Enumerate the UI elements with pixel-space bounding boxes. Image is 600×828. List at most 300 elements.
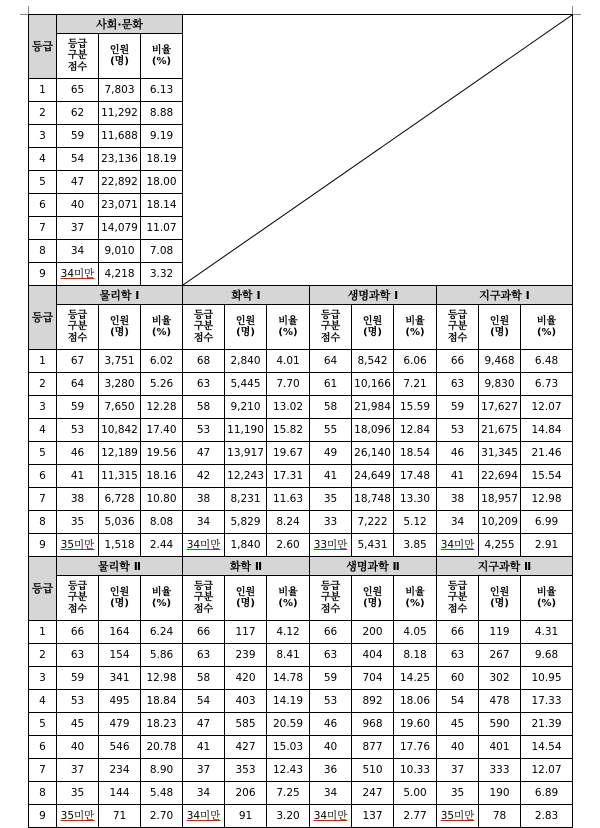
score-cell: 34 [57, 240, 99, 263]
score-cell-text: 35미만 [60, 538, 95, 551]
score-cell: 38 [183, 488, 225, 511]
people-cell: 585 [225, 713, 267, 736]
ratio-cell: 13.02 [267, 396, 310, 419]
ratio-col-header [267, 576, 310, 621]
score-cell: 59 [437, 396, 479, 419]
grade-cell: 3 [29, 396, 57, 419]
people-cell: 11,292 [99, 102, 141, 125]
people-cell: 6,728 [99, 488, 141, 511]
people-col-header [479, 305, 521, 350]
score-col-header-line: 점수 [67, 332, 88, 344]
ratio-cell: 5.00 [394, 782, 437, 805]
people-col-header [352, 305, 394, 350]
score-cell: 58 [183, 667, 225, 690]
people-cell: 26,140 [352, 442, 394, 465]
ratio-cell: 6.24 [141, 621, 183, 644]
people-cell: 14,079 [99, 217, 141, 240]
people-cell: 22,892 [99, 171, 141, 194]
ratio-cell: 12.07 [521, 396, 573, 419]
grade-cell: 8 [29, 782, 57, 805]
ratio-col-header [267, 305, 310, 350]
ratio-cell: 20.59 [267, 713, 310, 736]
people-col-header-line: 인원 [489, 586, 510, 598]
table-row [29, 782, 573, 805]
score-cell: 37 [57, 217, 99, 240]
people-cell: 22,694 [479, 465, 521, 488]
score-cell: 40 [310, 736, 352, 759]
score-cell: 36 [310, 759, 352, 782]
people-col-header [352, 576, 394, 621]
ratio-col-header-line: (%) [278, 327, 298, 338]
subject-header: 지구과학 I [437, 286, 573, 305]
people-cell: 10,166 [352, 373, 394, 396]
ratio-cell: 3.20 [267, 805, 310, 828]
score-col-header [57, 34, 99, 79]
ratio-cell: 5.48 [141, 782, 183, 805]
score-cell: 46 [310, 713, 352, 736]
ratio-cell: 7.25 [267, 782, 310, 805]
grade-cell: 1 [29, 79, 57, 102]
score-col-header [57, 305, 99, 350]
score-cell: 58 [310, 396, 352, 419]
ratio-cell: 11.63 [267, 488, 310, 511]
score-cell: 35 [57, 782, 99, 805]
ratio-col-header-line: (%) [405, 598, 425, 609]
ratio-cell: 7.21 [394, 373, 437, 396]
grade-cell: 2 [29, 644, 57, 667]
score-cell: 54 [183, 690, 225, 713]
grade-cell: 5 [29, 713, 57, 736]
people-cell: 11,190 [225, 419, 267, 442]
subject-header: 물리학 Ⅱ [57, 557, 183, 576]
ratio-col-header-line: 비율 [151, 315, 172, 327]
ratio-cell: 2.83 [521, 805, 573, 828]
score-cell: 53 [57, 690, 99, 713]
ratio-col-header-line: (%) [151, 327, 172, 338]
score-cell: 64 [310, 350, 352, 373]
grade-header: 등급 [29, 557, 57, 621]
people-cell: 3,751 [99, 350, 141, 373]
score-cell: 46 [437, 442, 479, 465]
grade-cell: 3 [29, 125, 57, 148]
table-row [29, 621, 573, 644]
ratio-cell: 8.08 [141, 511, 183, 534]
people-cell: 13,917 [225, 442, 267, 465]
ratio-col-header-line: 비율 [405, 315, 425, 327]
ratio-cell: 12.98 [141, 667, 183, 690]
people-cell: 10,209 [479, 511, 521, 534]
ratio-cell: 17.31 [267, 465, 310, 488]
score-col-header-line: 점수 [67, 603, 88, 615]
people-col-header-line: 인원 [362, 586, 383, 598]
score-cell: 59 [57, 667, 99, 690]
ratio-col-header-line: 비율 [278, 315, 298, 327]
diagonal-line [183, 15, 572, 285]
score-col-header-line: 구분 [320, 592, 341, 604]
score-cell [437, 805, 479, 828]
score-cell [57, 263, 99, 286]
people-cell: 206 [225, 782, 267, 805]
people-col-header-line: (명) [236, 327, 255, 338]
score-cell: 41 [310, 465, 352, 488]
ratio-cell: 6.06 [394, 350, 437, 373]
people-cell: 154 [99, 644, 141, 667]
score-cell: 33 [310, 511, 352, 534]
score-cell: 42 [183, 465, 225, 488]
people-cell: 164 [99, 621, 141, 644]
score-cell: 38 [437, 488, 479, 511]
score-cell [183, 805, 225, 828]
people-col-header [99, 305, 141, 350]
ratio-cell: 2.77 [394, 805, 437, 828]
grade-header: 등급 [29, 286, 57, 350]
score-cell: 58 [183, 396, 225, 419]
people-cell: 78 [479, 805, 521, 828]
score-col-header-line: 구분 [320, 321, 341, 333]
score-cell: 45 [437, 713, 479, 736]
score-col-header-line: 점수 [320, 332, 341, 344]
grade-cell: 1 [29, 350, 57, 373]
grade-cell: 4 [29, 148, 57, 171]
ratio-col-header [521, 576, 573, 621]
people-cell: 18,957 [479, 488, 521, 511]
ratio-cell: 15.59 [394, 396, 437, 419]
ratio-cell: 9.19 [141, 125, 183, 148]
score-cell: 35 [437, 782, 479, 805]
score-cell-text: 33미만 [313, 538, 348, 551]
ratio-cell: 2.91 [521, 534, 573, 557]
ratio-cell: 10.33 [394, 759, 437, 782]
ratio-cell: 7.70 [267, 373, 310, 396]
ratio-cell: 20.78 [141, 736, 183, 759]
score-col-header-line: 등급 [67, 580, 88, 592]
grade-cell: 4 [29, 419, 57, 442]
score-cell: 63 [437, 373, 479, 396]
people-cell: 18,748 [352, 488, 394, 511]
people-cell: 590 [479, 713, 521, 736]
ratio-cell: 2.70 [141, 805, 183, 828]
people-cell: 12,243 [225, 465, 267, 488]
ratio-cell: 13.30 [394, 488, 437, 511]
ratio-col-header-line: (%) [151, 598, 172, 609]
score-col-header-line: 점수 [447, 332, 468, 344]
table-row [29, 350, 573, 373]
ratio-cell: 4.31 [521, 621, 573, 644]
ratio-cell: 12.98 [521, 488, 573, 511]
ratio-cell: 8.90 [141, 759, 183, 782]
people-col-header [99, 34, 141, 79]
ratio-col-header-line: 비율 [151, 44, 172, 56]
grade-cell: 5 [29, 442, 57, 465]
score-cell: 53 [183, 419, 225, 442]
grade-cell: 2 [29, 102, 57, 125]
grade-header: 등급 [29, 15, 57, 79]
score-col-header-line: 등급 [447, 580, 468, 592]
grade-cell: 8 [29, 240, 57, 263]
score-cell: 37 [57, 759, 99, 782]
score-col-header [183, 305, 225, 350]
score-cell: 66 [310, 621, 352, 644]
table-row [29, 759, 573, 782]
people-cell: 5,431 [352, 534, 394, 557]
score-cell: 54 [57, 148, 99, 171]
people-cell: 8,231 [225, 488, 267, 511]
score-cell-text: 35미만 [60, 809, 95, 822]
ratio-cell: 14.78 [267, 667, 310, 690]
people-cell: 7,650 [99, 396, 141, 419]
people-cell: 7,222 [352, 511, 394, 534]
score-cell: 59 [310, 667, 352, 690]
score-col-header-line: 점수 [193, 603, 214, 615]
people-col-header-line: (명) [110, 56, 129, 67]
score-col-header-line: 등급 [67, 309, 88, 321]
score-cell: 46 [57, 442, 99, 465]
ratio-cell: 12.84 [394, 419, 437, 442]
grade-cell: 7 [29, 217, 57, 240]
ratio-col-header-line: 비율 [536, 586, 557, 598]
people-cell: 31,345 [479, 442, 521, 465]
score-cell [437, 534, 479, 557]
people-cell: 119 [479, 621, 521, 644]
score-cell: 66 [437, 621, 479, 644]
score-cell: 40 [57, 194, 99, 217]
ratio-cell: 6.02 [141, 350, 183, 373]
ratio-cell: 17.76 [394, 736, 437, 759]
people-cell: 71 [99, 805, 141, 828]
ratio-cell: 10.80 [141, 488, 183, 511]
score-cell: 66 [437, 350, 479, 373]
people-cell: 404 [352, 644, 394, 667]
score-cell: 62 [57, 102, 99, 125]
score-col-header-line: 등급 [447, 309, 468, 321]
ratio-cell: 8.41 [267, 644, 310, 667]
people-cell: 7,803 [99, 79, 141, 102]
people-cell: 333 [479, 759, 521, 782]
score-cell: 37 [437, 759, 479, 782]
ratio-cell: 12.43 [267, 759, 310, 782]
score-cell: 67 [57, 350, 99, 373]
ratio-col-header-line: 비율 [405, 586, 425, 598]
ratio-cell: 12.07 [521, 759, 573, 782]
score-col-header [437, 305, 479, 350]
score-cell: 55 [310, 419, 352, 442]
people-cell: 892 [352, 690, 394, 713]
people-col-header-line: 인원 [109, 315, 130, 327]
ratio-cell: 5.12 [394, 511, 437, 534]
people-col-header-line: 인원 [362, 315, 383, 327]
ratio-cell: 15.82 [267, 419, 310, 442]
table-row [29, 488, 573, 511]
ratio-cell: 3.32 [141, 263, 183, 286]
ratio-col-header-line: 비율 [536, 315, 557, 327]
empty-diagonal-cell [183, 15, 573, 286]
table-row [29, 713, 573, 736]
people-cell: 239 [225, 644, 267, 667]
score-cell: 53 [437, 419, 479, 442]
ratio-col-header-line: (%) [536, 327, 557, 338]
subject-header: 사회·문화 [57, 15, 183, 34]
people-cell: 420 [225, 667, 267, 690]
score-cell: 65 [57, 79, 99, 102]
grade-cell: 1 [29, 621, 57, 644]
score-cell: 47 [57, 171, 99, 194]
score-cell: 49 [310, 442, 352, 465]
ratio-cell: 5.86 [141, 644, 183, 667]
score-cell: 47 [183, 713, 225, 736]
people-cell: 495 [99, 690, 141, 713]
people-col-header [99, 576, 141, 621]
table-row [29, 373, 573, 396]
ratio-cell: 7.08 [141, 240, 183, 263]
people-col-header [479, 576, 521, 621]
ratio-cell: 17.33 [521, 690, 573, 713]
grade-cell: 6 [29, 736, 57, 759]
ratio-cell: 18.54 [394, 442, 437, 465]
ratio-cell: 18.16 [141, 465, 183, 488]
score-cell: 41 [183, 736, 225, 759]
subject-header: 화학 I [183, 286, 310, 305]
table-row [29, 805, 573, 828]
ratio-col-header-line: (%) [536, 598, 557, 609]
score-cell: 54 [437, 690, 479, 713]
ratio-cell: 5.26 [141, 373, 183, 396]
score-col-header [310, 305, 352, 350]
ratio-cell: 18.19 [141, 148, 183, 171]
people-col-header-line: 인원 [235, 315, 256, 327]
people-col-header [225, 576, 267, 621]
subject-header: 지구과학 Ⅱ [437, 557, 573, 576]
ratio-cell: 3.85 [394, 534, 437, 557]
score-cell: 45 [57, 713, 99, 736]
people-col-header-line: (명) [236, 598, 255, 609]
score-cell: 34 [437, 511, 479, 534]
people-cell: 21,675 [479, 419, 521, 442]
ratio-col-header-line: 비율 [278, 586, 298, 598]
people-cell: 190 [479, 782, 521, 805]
people-cell: 5,036 [99, 511, 141, 534]
score-col-header-line: 점수 [67, 61, 88, 73]
table-row [29, 644, 573, 667]
table-row [29, 396, 573, 419]
table-row [29, 419, 573, 442]
ratio-col-header-line: (%) [278, 598, 298, 609]
subject-header: 물리학 I [57, 286, 183, 305]
people-col-header-line: 인원 [109, 586, 130, 598]
score-cell: 59 [57, 125, 99, 148]
people-col-header-line: (명) [110, 327, 129, 338]
score-col-header-line: 점수 [447, 603, 468, 615]
score-cell: 53 [310, 690, 352, 713]
score-cell: 59 [57, 396, 99, 419]
ratio-cell: 21.39 [521, 713, 573, 736]
score-col-header [310, 576, 352, 621]
table-row [29, 667, 573, 690]
table-row [29, 534, 573, 557]
score-col-header-line: 등급 [320, 580, 341, 592]
people-cell: 341 [99, 667, 141, 690]
ratio-cell: 18.14 [141, 194, 183, 217]
ratio-cell: 10.95 [521, 667, 573, 690]
ratio-cell: 19.60 [394, 713, 437, 736]
score-cell: 63 [183, 644, 225, 667]
people-cell: 302 [479, 667, 521, 690]
ratio-col-header [141, 34, 183, 79]
ratio-cell: 2.44 [141, 534, 183, 557]
ratio-cell: 8.88 [141, 102, 183, 125]
score-cell-text: 34미만 [186, 538, 221, 551]
ratio-col-header [394, 576, 437, 621]
score-cell: 68 [183, 350, 225, 373]
people-cell: 479 [99, 713, 141, 736]
score-col-header-line: 등급 [193, 580, 214, 592]
ratio-cell: 12.28 [141, 396, 183, 419]
grade-cell: 3 [29, 667, 57, 690]
ratio-cell: 18.00 [141, 171, 183, 194]
score-col-header-line: 등급 [67, 38, 88, 50]
score-cell: 37 [183, 759, 225, 782]
people-cell: 137 [352, 805, 394, 828]
ratio-cell: 4.05 [394, 621, 437, 644]
people-cell: 704 [352, 667, 394, 690]
ratio-col-header [521, 305, 573, 350]
ratio-cell: 17.40 [141, 419, 183, 442]
grade-cell: 8 [29, 511, 57, 534]
people-col-header-line: (명) [363, 598, 382, 609]
people-cell: 17,627 [479, 396, 521, 419]
score-col-header [437, 576, 479, 621]
score-cell: 34 [183, 782, 225, 805]
score-cell [310, 534, 352, 557]
table-row [29, 465, 573, 488]
grade-cell: 9 [29, 534, 57, 557]
score-cell: 34 [310, 782, 352, 805]
people-cell: 11,688 [99, 125, 141, 148]
grade-cell: 7 [29, 488, 57, 511]
people-cell: 3,280 [99, 373, 141, 396]
ratio-cell: 15.03 [267, 736, 310, 759]
ratio-cell: 18.84 [141, 690, 183, 713]
people-cell: 5,445 [225, 373, 267, 396]
score-col-header-line: 구분 [447, 592, 468, 604]
table-row [29, 736, 573, 759]
grade-cell: 6 [29, 465, 57, 488]
score-col-header [183, 576, 225, 621]
subject-header: 생명과학 I [310, 286, 437, 305]
ratio-col-header-line: (%) [151, 56, 172, 67]
score-col-header-line: 점수 [320, 603, 341, 615]
score-cell-text: 34미만 [313, 809, 348, 822]
people-col-header-line: (명) [110, 598, 129, 609]
ratio-cell: 4.01 [267, 350, 310, 373]
ratio-cell: 8.18 [394, 644, 437, 667]
ratio-cell: 8.24 [267, 511, 310, 534]
score-col-header-line: 구분 [193, 321, 214, 333]
people-col-header-line: (명) [490, 327, 509, 338]
score-col-header-line: 구분 [67, 50, 88, 62]
people-cell: 24,649 [352, 465, 394, 488]
people-cell: 9,010 [99, 240, 141, 263]
ratio-cell: 6.99 [521, 511, 573, 534]
grade-cell: 6 [29, 194, 57, 217]
people-cell: 200 [352, 621, 394, 644]
score-cell [183, 534, 225, 557]
score-col-header-line: 구분 [193, 592, 214, 604]
ratio-cell: 14.25 [394, 667, 437, 690]
table-row [29, 690, 573, 713]
score-cell-text: 35미만 [440, 809, 475, 822]
people-cell: 9,210 [225, 396, 267, 419]
people-cell: 23,071 [99, 194, 141, 217]
